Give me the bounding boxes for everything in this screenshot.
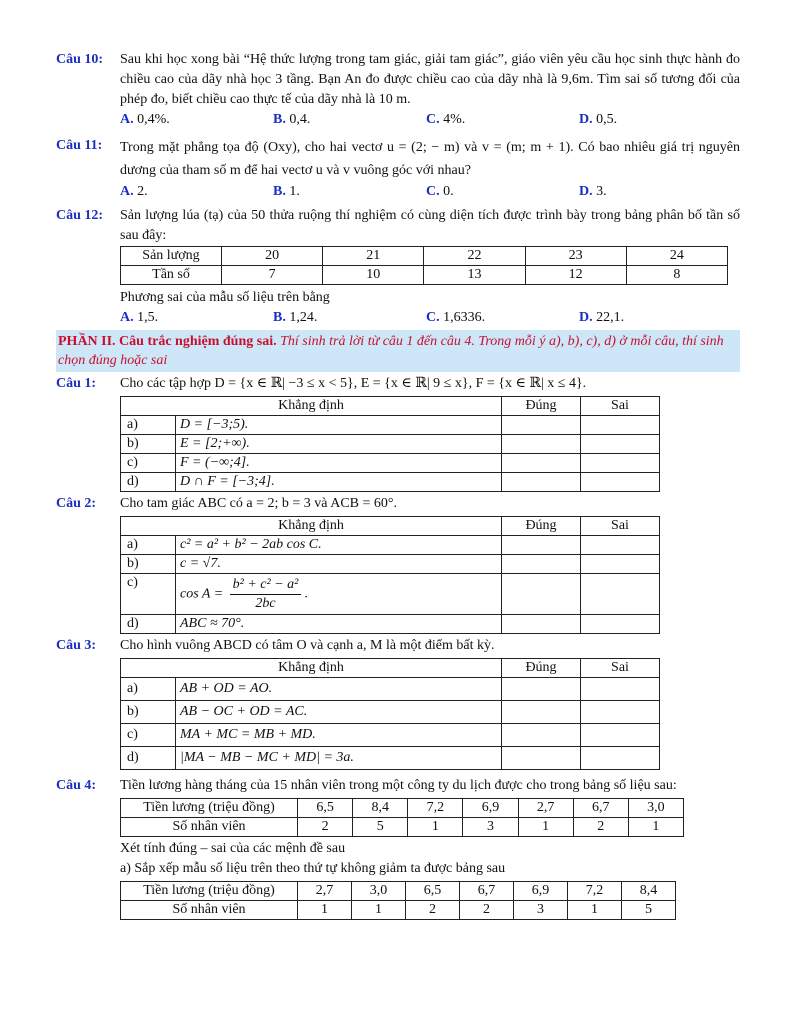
table-cell: 22 xyxy=(424,247,525,266)
table-header-row xyxy=(121,517,660,536)
table-cell: Tiền lương (triệu đồng) xyxy=(121,799,298,818)
option-text: 4%. xyxy=(443,112,466,127)
statement-key: c) xyxy=(121,724,176,747)
statement-text: |MA − MB − MC + MD| = 3a. xyxy=(176,747,502,770)
true-answer-cell[interactable] xyxy=(502,454,581,473)
table-cell: 3 xyxy=(463,818,518,837)
statement-text: D ∩ F = [−3;4]. xyxy=(176,473,502,492)
table-cell: 6,5 xyxy=(406,882,460,901)
statement-a-text: a) Sắp xếp mẫu số liệu trên theo thứ tự không giảm ta được bảng sau xyxy=(120,861,506,876)
table-cell: 6,9 xyxy=(514,882,568,901)
question-text: Sau khi học xong bài “Hệ thức lượng trong tam giác, giải tam giác”, giáo viên yêu cầu học sinh thực hành đo chiều cao của dãy nhà học 3 tầng. Bạn An đo được chiều cao của dãy nhà là 9,6m. Tìm sai số tương đối của phép đo, biết chiều cao thực tế của dãy nhà là 10 m. xyxy=(120,52,740,107)
option-letter: D. xyxy=(579,184,593,199)
table-cell: 2 xyxy=(573,818,628,837)
table-row xyxy=(121,882,676,901)
table-cell: 3 xyxy=(514,901,568,920)
statements-table xyxy=(120,658,660,770)
statement-text: E = [2;+∞). xyxy=(176,435,502,454)
option-letter: B. xyxy=(273,310,286,325)
option-b[interactable] xyxy=(273,110,426,130)
false-answer-cell[interactable] xyxy=(581,473,660,492)
answer-options xyxy=(120,110,740,130)
table-cell: 1 xyxy=(352,901,406,920)
header-true: Đúng xyxy=(502,517,581,536)
tf-question-1 xyxy=(56,374,740,492)
table-cell: 6,5 xyxy=(298,799,353,818)
table-cell: 8,4 xyxy=(353,799,408,818)
table-cell: 2,7 xyxy=(298,882,352,901)
option-a[interactable] xyxy=(120,110,273,130)
statement-formula xyxy=(176,574,502,615)
salary-table xyxy=(120,798,684,837)
false-answer-cell[interactable] xyxy=(581,435,660,454)
table-cell: 1 xyxy=(628,818,683,837)
header-false: Sai xyxy=(581,659,660,678)
statement-text: D = [−3;5). xyxy=(176,416,502,435)
table-cell: 3,0 xyxy=(628,799,683,818)
statement-row xyxy=(121,701,660,724)
fraction-denominator: 2bc xyxy=(255,595,276,611)
table-row xyxy=(121,818,684,837)
option-text: 0,5. xyxy=(596,112,618,127)
statement-row xyxy=(121,416,660,435)
table-cell: 6,7 xyxy=(573,799,628,818)
table-cell: 8 xyxy=(626,266,727,285)
false-answer-cell[interactable] xyxy=(581,416,660,435)
table-header-row xyxy=(121,397,660,416)
table-cell: Tiền lương (triệu đồng) xyxy=(121,882,298,901)
question-label: Câu 12: xyxy=(56,208,104,223)
answer-options xyxy=(120,182,740,202)
option-letter: D. xyxy=(579,310,593,325)
table-cell: 24 xyxy=(626,247,727,266)
fraction-numerator: b² + c² − a² xyxy=(230,576,302,595)
false-answer-cell[interactable] xyxy=(581,454,660,473)
true-answer-cell[interactable] xyxy=(502,724,581,747)
table-cell: 1 xyxy=(298,901,352,920)
question-text: Tiền lương hàng tháng của 15 nhân viên trong một công ty du lịch được cho trong bảng số liệu sau: xyxy=(120,778,677,793)
statement-key: d) xyxy=(121,615,176,634)
question-10 xyxy=(56,50,740,130)
table-cell: 21 xyxy=(323,247,424,266)
table-cell: 23 xyxy=(525,247,626,266)
option-text: 1,5. xyxy=(137,310,159,325)
option-text: 22,1. xyxy=(596,310,625,325)
table-cell: 10 xyxy=(323,266,424,285)
question-text: Cho các tập hợp D = {x ∈ ℝ| −3 ≤ x < 5}, E = {x ∈ ℝ| 9 ≤ x}, F = {x ∈ ℝ| x ≤ 4}. xyxy=(120,376,587,391)
statement-row xyxy=(121,435,660,454)
question-text-after: Xét tính đúng – sai của các mệnh đề sau xyxy=(120,841,346,856)
false-answer-cell[interactable] xyxy=(581,724,660,747)
option-c[interactable] xyxy=(426,110,579,130)
false-answer-cell[interactable] xyxy=(581,536,660,555)
table-cell: 1 xyxy=(518,818,573,837)
option-letter: C. xyxy=(426,184,440,199)
frequency-table xyxy=(120,246,728,285)
table-row xyxy=(121,266,728,285)
statement-key: b) xyxy=(121,555,176,574)
table-row xyxy=(121,247,728,266)
statement-text: c² = a² + b² − 2ab cos C. xyxy=(176,536,502,555)
option-letter: B. xyxy=(273,112,286,127)
header-statement: Khẳng định xyxy=(121,517,502,536)
statement-text: c = √7. xyxy=(176,555,502,574)
question-label: Câu 10: xyxy=(56,52,104,67)
statement-text: AB − OC + OD = AC. xyxy=(176,701,502,724)
tf-question-4 xyxy=(56,776,740,920)
option-text: 1,6336. xyxy=(443,310,486,325)
option-letter: B. xyxy=(273,184,286,199)
table-cell: 1 xyxy=(568,901,622,920)
statement-text: AB + OD = AO. xyxy=(176,678,502,701)
formula-prefix: cos A = xyxy=(180,586,224,602)
true-answer-cell[interactable] xyxy=(502,701,581,724)
false-answer-cell[interactable] xyxy=(581,747,660,770)
option-text: 1. xyxy=(289,184,300,199)
document-page xyxy=(56,50,740,922)
question-label: Câu 2: xyxy=(56,496,97,511)
table-cell: Sản lượng xyxy=(121,247,222,266)
header-true: Đúng xyxy=(502,659,581,678)
true-answer-cell[interactable] xyxy=(502,678,581,701)
false-answer-cell[interactable] xyxy=(581,574,660,615)
true-answer-cell[interactable] xyxy=(502,536,581,555)
fraction xyxy=(230,576,302,613)
table-cell: 7,2 xyxy=(568,882,622,901)
statement-text: MA + MC = MB + MD. xyxy=(176,724,502,747)
header-statement: Khẳng định xyxy=(121,397,502,416)
formula-suffix: . xyxy=(304,586,308,602)
true-answer-cell[interactable] xyxy=(502,615,581,634)
option-letter: C. xyxy=(426,112,440,127)
table-cell: Tần số xyxy=(121,266,222,285)
table-cell: 3,0 xyxy=(352,882,406,901)
table-cell: 6,9 xyxy=(463,799,518,818)
statement-row xyxy=(121,574,660,615)
false-answer-cell[interactable] xyxy=(581,615,660,634)
false-answer-cell[interactable] xyxy=(581,701,660,724)
statement-key: d) xyxy=(121,747,176,770)
question-label: Câu 1: xyxy=(56,376,97,391)
statement-key: b) xyxy=(121,701,176,724)
header-false: Sai xyxy=(581,517,660,536)
question-label: Câu 3: xyxy=(56,638,97,653)
option-text: 0. xyxy=(443,184,454,199)
statement-row xyxy=(121,615,660,634)
header-true: Đúng xyxy=(502,397,581,416)
option-b[interactable] xyxy=(273,182,426,202)
header-statement: Khẳng định xyxy=(121,659,502,678)
statement-key: a) xyxy=(121,536,176,555)
table-cell: 2 xyxy=(460,901,514,920)
header-false: Sai xyxy=(581,397,660,416)
question-label: Câu 4: xyxy=(56,778,97,793)
option-a[interactable] xyxy=(120,308,273,328)
option-d[interactable] xyxy=(579,110,732,130)
statement-row xyxy=(121,473,660,492)
true-answer-cell[interactable] xyxy=(502,747,581,770)
option-c[interactable] xyxy=(426,308,579,328)
table-cell: 8,4 xyxy=(622,882,676,901)
statement-text: F = (−∞;4]. xyxy=(176,454,502,473)
table-cell: 5 xyxy=(353,818,408,837)
option-d[interactable] xyxy=(579,182,732,202)
table-cell: 12 xyxy=(525,266,626,285)
tf-question-2 xyxy=(56,494,740,634)
statements-table xyxy=(120,396,660,492)
option-text: 0,4. xyxy=(289,112,311,127)
statement-key: a) xyxy=(121,678,176,701)
question-text: Trong mặt phẳng tọa độ (Oxy), cho hai vectơ u = (2; − m) và v = (m; m + 1). Có bao nhiêu giá trị nguyên dương của tham số m để hai vectơ u và v vuông góc với nhau? xyxy=(120,140,740,178)
statement-key: d) xyxy=(121,473,176,492)
sorted-salary-table xyxy=(120,881,676,920)
option-text: 0,4%. xyxy=(137,112,170,127)
table-cell: 2 xyxy=(406,901,460,920)
question-text-after: Phương sai của mẫu số liệu trên bằng xyxy=(120,290,330,305)
table-header-row xyxy=(121,659,660,678)
false-answer-cell[interactable] xyxy=(581,555,660,574)
true-answer-cell[interactable] xyxy=(502,555,581,574)
question-label: Câu 11: xyxy=(56,138,103,153)
table-cell: 5 xyxy=(622,901,676,920)
true-answer-cell[interactable] xyxy=(502,473,581,492)
question-11 xyxy=(56,136,740,202)
option-c[interactable] xyxy=(426,182,579,202)
table-cell: 13 xyxy=(424,266,525,285)
question-12 xyxy=(56,206,740,328)
option-text: 1,24. xyxy=(289,310,318,325)
true-answer-cell[interactable] xyxy=(502,435,581,454)
statement-key: a) xyxy=(121,416,176,435)
section-instructions: Thí sinh trả lời từ câu 1 đến câu 4. Trong mỗi ý a), b), c), d) ở mỗi câu, thí sinh chọn đúng hoặc sai xyxy=(58,334,724,368)
true-answer-cell[interactable] xyxy=(502,574,581,615)
option-letter: C. xyxy=(426,310,440,325)
option-text: 2. xyxy=(137,184,148,199)
statement-row xyxy=(121,678,660,701)
table-cell: 20 xyxy=(222,247,323,266)
table-row xyxy=(121,799,684,818)
table-cell: 7,2 xyxy=(408,799,463,818)
question-text: Cho hình vuông ABCD có tâm O và cạnh a, M là một điểm bất kỳ. xyxy=(120,638,495,653)
option-b[interactable] xyxy=(273,308,426,328)
section-heading xyxy=(56,330,740,372)
table-cell: 6,7 xyxy=(460,882,514,901)
true-answer-cell[interactable] xyxy=(502,416,581,435)
statement-key: c) xyxy=(121,454,176,473)
question-text: Cho tam giác ABC có a = 2; b = 3 và ACB = 60°. xyxy=(120,496,397,511)
statement-row xyxy=(121,724,660,747)
statement-row xyxy=(121,747,660,770)
statement-row xyxy=(121,555,660,574)
statement-key: b) xyxy=(121,435,176,454)
option-d[interactable] xyxy=(579,308,732,328)
table-row xyxy=(121,901,676,920)
table-cell: 2 xyxy=(298,818,353,837)
statement-key: c) xyxy=(121,574,176,615)
false-answer-cell[interactable] xyxy=(581,678,660,701)
question-text: Sản lượng lúa (tạ) của 50 thửa ruộng thí nghiệm có cùng diện tích được trình bày trong bảng phân bố tần số sau đây: xyxy=(120,208,740,243)
option-letter: D. xyxy=(579,112,593,127)
option-text: 3. xyxy=(596,184,607,199)
table-cell: 2,7 xyxy=(518,799,573,818)
option-letter: A. xyxy=(120,310,134,325)
table-cell: Số nhân viên xyxy=(121,901,298,920)
table-cell: 1 xyxy=(408,818,463,837)
option-letter: A. xyxy=(120,112,134,127)
section-title: PHẦN II. Câu trắc nghiệm đúng sai. xyxy=(58,334,277,349)
statements-table xyxy=(120,516,660,634)
table-cell: 7 xyxy=(222,266,323,285)
table-cell: Số nhân viên xyxy=(121,818,298,837)
option-a[interactable] xyxy=(120,182,273,202)
statement-text: ABC ≈ 70°. xyxy=(176,615,502,634)
answer-options xyxy=(120,308,740,328)
option-letter: A. xyxy=(120,184,134,199)
statement-row xyxy=(121,454,660,473)
tf-question-3 xyxy=(56,636,740,770)
statement-row xyxy=(121,536,660,555)
